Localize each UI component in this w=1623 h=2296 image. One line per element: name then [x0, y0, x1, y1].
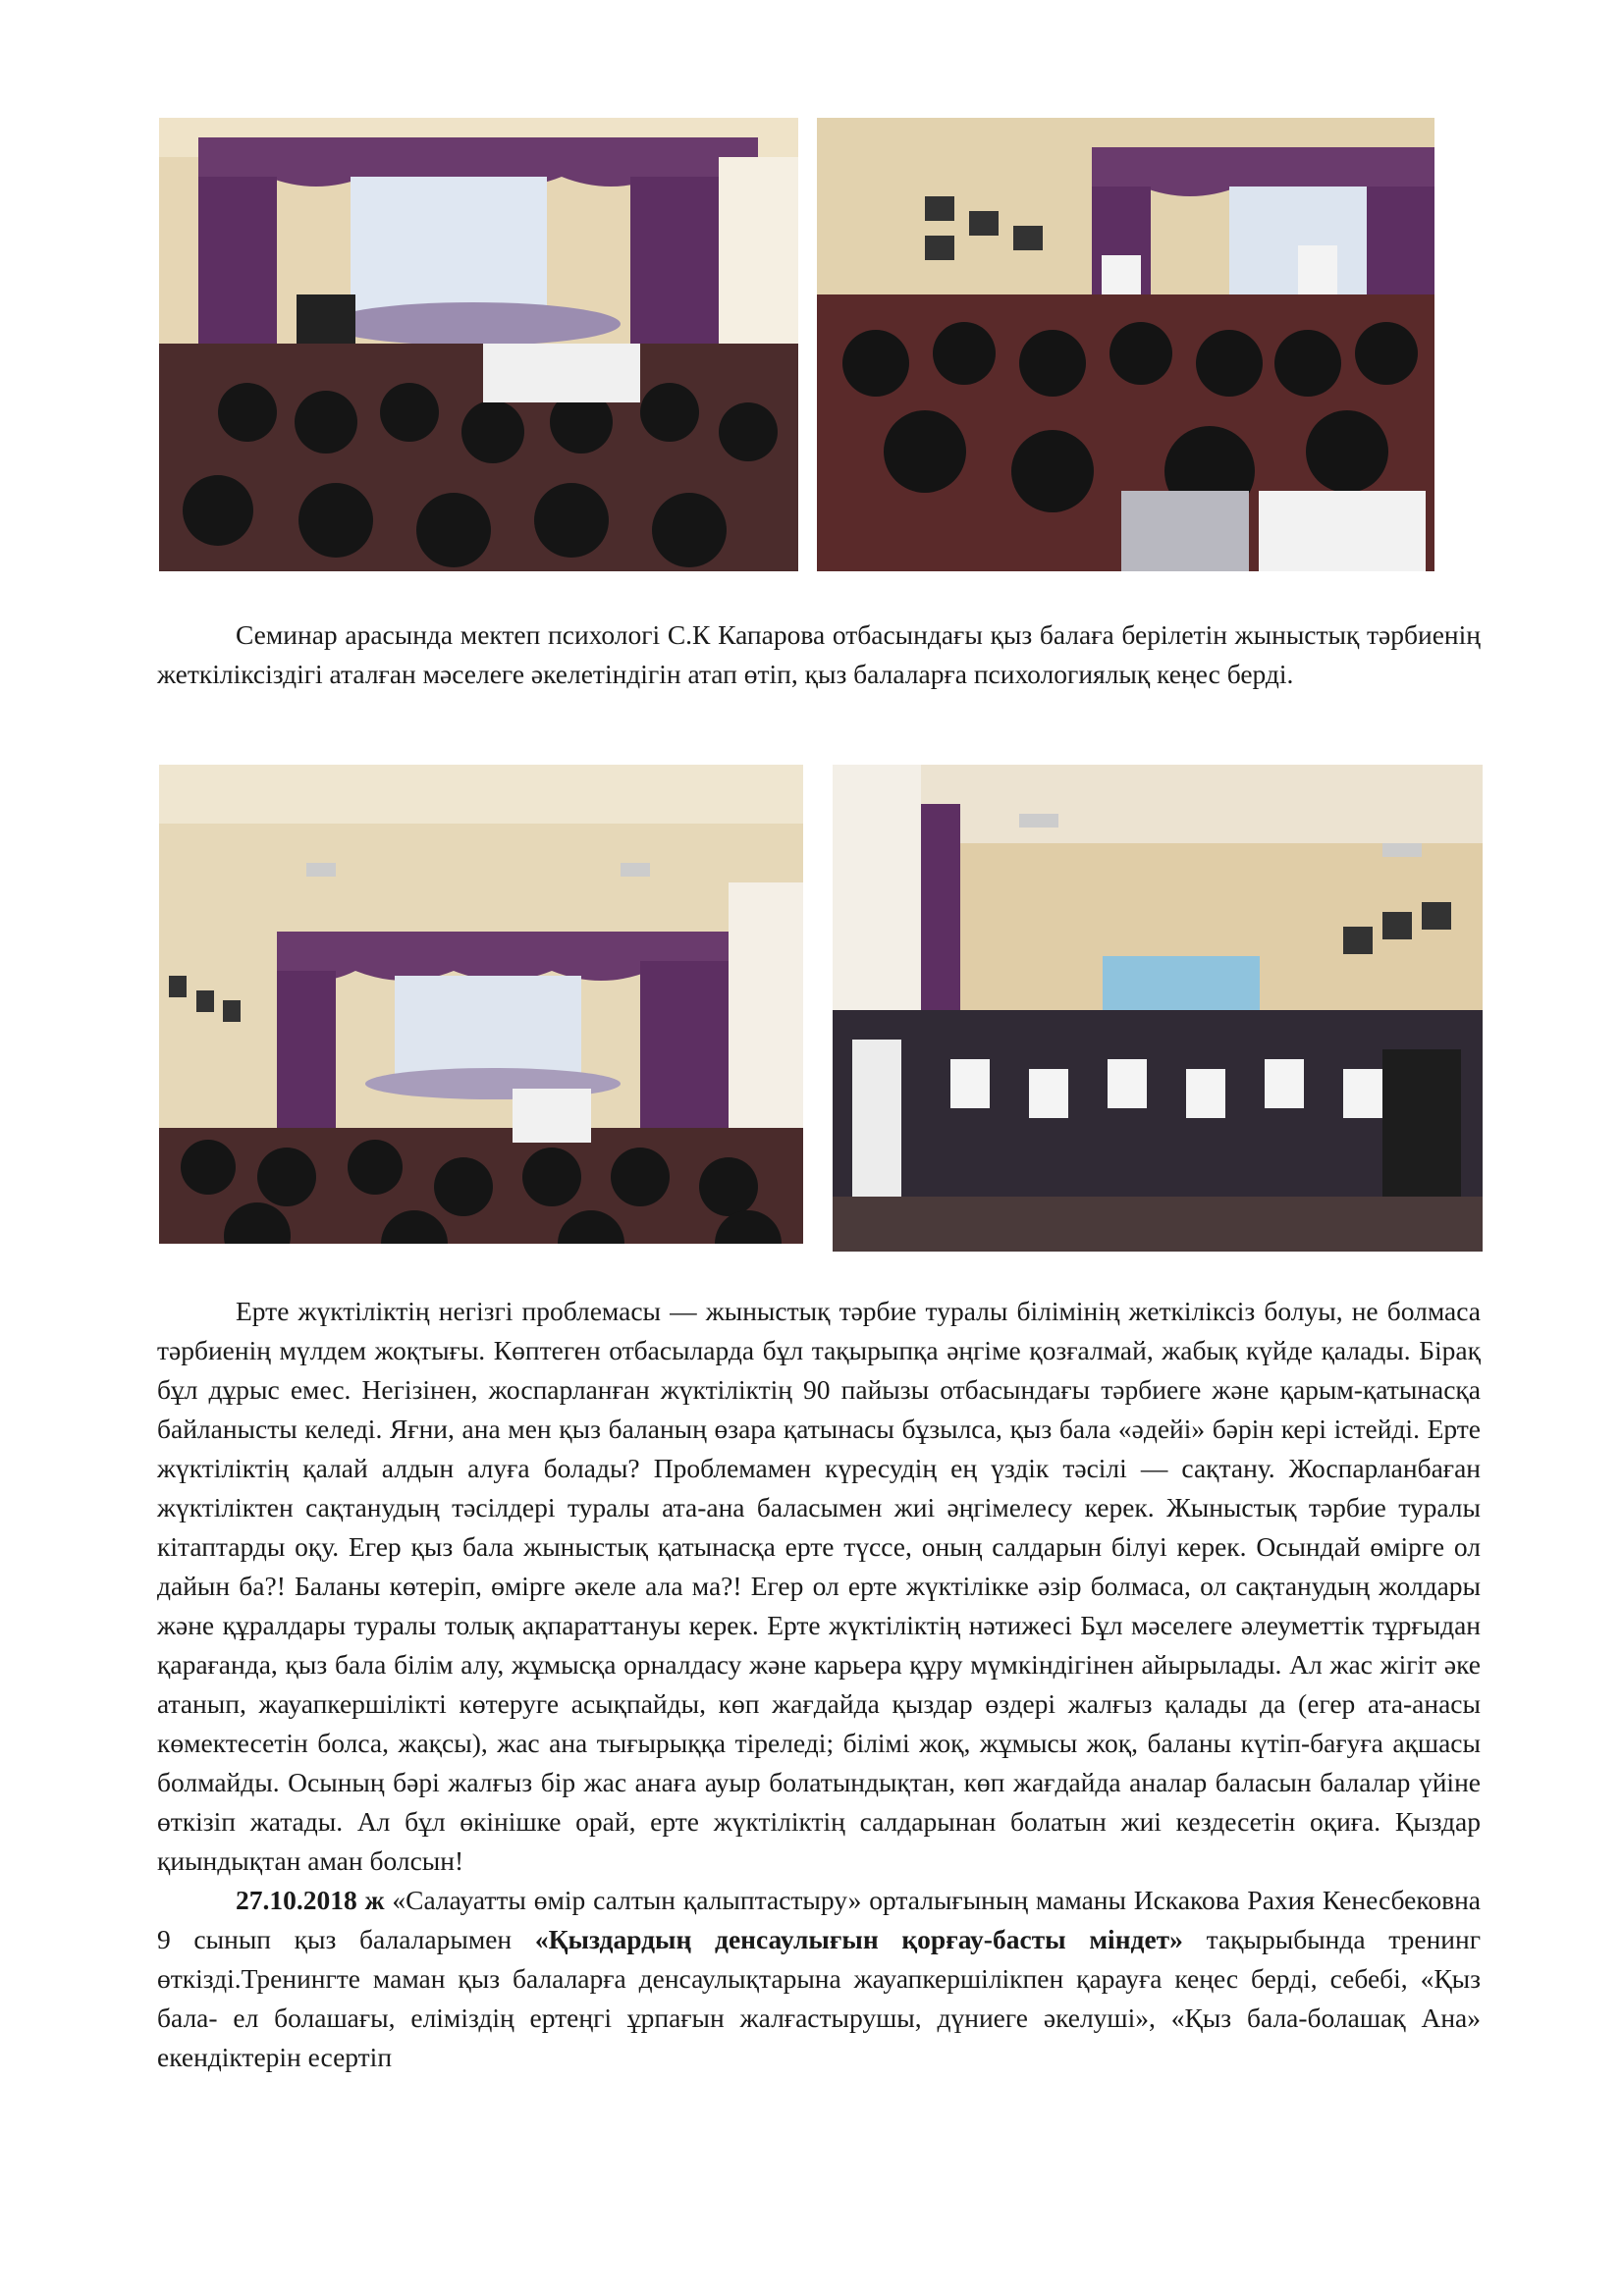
event-topic: «Қыздардың денсаулығын қорғау-басты міндет» [534, 1924, 1183, 1954]
photo-seminar-stage-right [817, 118, 1434, 571]
caption-psychologist-text: Семинар арасында мектеп психологі С.К Капарова отбасындағы қыз балаға берілетін жыныстық тәрбиенің жеткіліксіздігі аталған мәселеге әкелетіндігін атап өтіп, қыз балаларға психологиялық кеңес берді. [157, 619, 1481, 689]
event-paragraph [157, 1881, 1481, 2077]
event-text-2: тақырыбында тренинг өткізді.Тренингте маман қыз балаларға денсаулықтарына жауапкершілікпен қарауға кеңес берді, себебі, «Қыз бала- ел болашағы, еліміздің ертеңгі ұрпағын жалғастырушы, дүниеге әкелуші», «Қыз бала-болашақ Ана» екендіктерін есертіп [157, 1924, 1482, 2072]
body-paragraph [157, 1292, 1481, 2077]
photo-seminar-hall-wide [159, 765, 803, 1244]
photo-seminar-stage-left [159, 118, 798, 571]
body-paragraph-text: Ерте жүктіліктің негізгі проблемасы — жыныстық тәрбие туралы білімінің жеткіліксіз болуы, не болмаса тәрбиенің мүлдем жоқтығы. Көптеген отбасыларда бұл тақырыпқа әңгіме қозғалмай, жабық күйде қалады. Бірақ бұл дұрыс емес. Негізінен, жоспарланған жүктіліктің 90 пайызы отбасындағы тәрбиеге және қарым-қатынасқа байланысты келеді. Яғни, ана мен қыз баланың өзара қатынасы бұзылса, қыз бала «әдейі» бәрін кері істейді. Ерте жүктіліктің қалай алдын алуға болады? Проблемамен күресудің ең үздік тәсілі — сақтану. Жоспарланбаған жүктіліктен сақтанудың тәсілдері туралы ата-ана баласымен жиі әңгімелесу керек. Жыныстық тәрбие туралы кітаптарды оқу. Егер қыз бала жыныстық қатынасқа ерте түссе, оның салдарын білуі керек. Осындай өмірге ол дайын ба?! Баланы көтеріп, өмірге әкеле ала ма?! Егер ол ерте жүктілікке әзір болмаса, ол сақтанудың жолдары және құралдары туралы толық ақпараттануы керек. Ерте жүктіліктің нәтижесі Бұл мәселеге әлеуметтік тұрғыдан қарағанда, қыз бала білім алу, жұмысқа орналдасу және карьера құру мүмкіндігінен айырылады. Ал жас жігіт әке атанып, жауапкершілікті көтеруге асықпайды, көп жағдайда қыздар өздері жалғыз қалады да (егер ата-анасы көмектесетін болса, жақсы), жас ана тығырыққа тіреледі; білімі жоқ, жұмысы жоқ, баланы күтіп-бағуға ақшасы болмайды. Осының бәрі жалғыз бір жас анаға ауыр болатындықтан, көп жағдайда аналар баласын балалар үйіне өткізіп жатады. Ал бұл өкінішке орай, ерте жүктіліктің салдарынан болатын жиі кездесетін оқиға. Қыздар қиындықтан аман болсын! [157, 1296, 1481, 1876]
caption-psychologist [157, 615, 1481, 694]
photo-students-group [833, 765, 1483, 1252]
event-date: 27.10.2018 ж [236, 1885, 385, 1915]
event-text-1: «Салауатты өмір салтын қалыптастыру» орталығының маманы Искакова Рахия Кенесбековна 9 сынып қыз балаларымен [157, 1885, 1481, 1954]
